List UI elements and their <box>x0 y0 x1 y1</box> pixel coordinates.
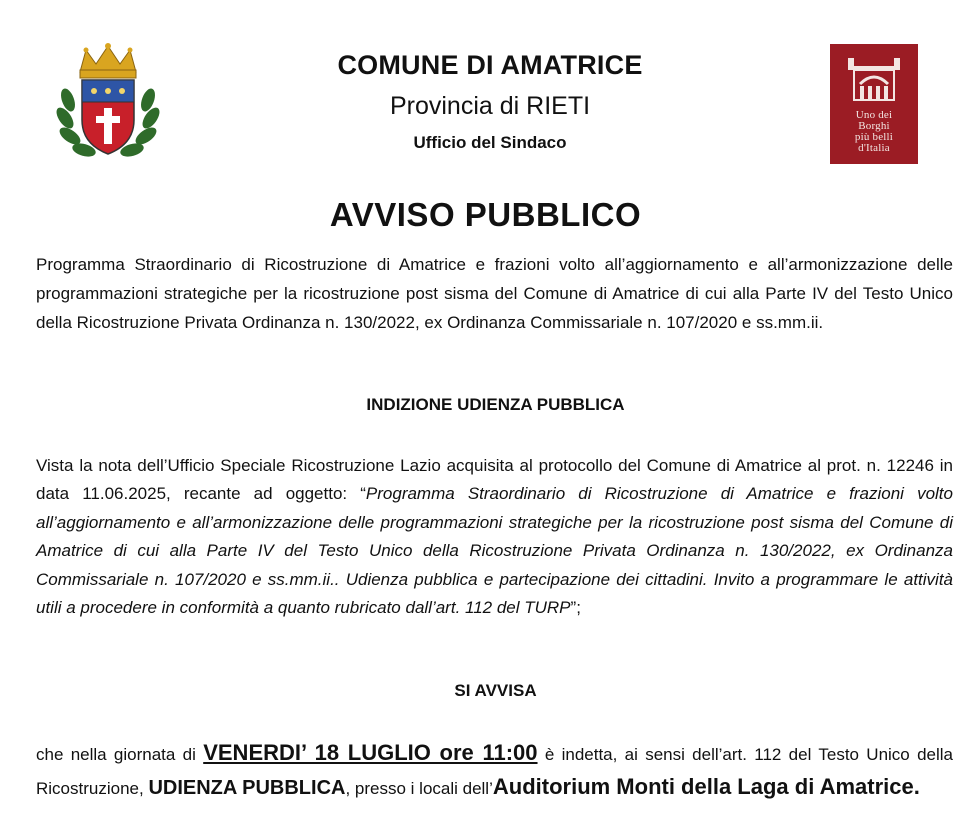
announce-date: VENERDI’ 18 LUGLIO ore 11:00 <box>203 740 538 765</box>
body-quote: Programma Straordinario di Ricostruzione di Amatrice e frazioni volto all’aggiornamento e all’armonizzazione delle programmazioni strategiche per la ricostruzione post sisma del Comune di Amatrice di cui alla Parte IV del Testo Unico della Ricostruzione Privata Ordinanza n. 130/2022, ex Ordinanza Commissariale n. 107/2020 e ss.mm.ii.. Udienza pubblica e partecipazione dei cittadini. Invito a programmare le attività utili a procedere in conformità a quanto rubricato dall’art. 112 del TURP <box>36 484 953 618</box>
announce-text-2: è indetta, ai sensi dell’art. 112 del Testo Unico della Ricostruzione, <box>36 745 953 798</box>
tower-icon <box>844 54 904 104</box>
municipality-name: COMUNE DI AMATRICE <box>337 50 643 80</box>
section-heading-indizione: INDIZIONE UDIENZA PUBBLICA <box>366 395 625 414</box>
announce-event: UDIENZA PUBBLICA <box>148 777 346 799</box>
borghi-logo-text <box>830 110 918 154</box>
borghi-line-2: Borghi <box>858 120 890 132</box>
announce-text-1: che nella giornata di <box>36 745 204 764</box>
announcement-paragraph <box>36 737 953 805</box>
province-name: Provincia di RIETI <box>389 92 591 120</box>
announce-place: Auditorium Monti della Laga di Amatrice. <box>492 774 920 799</box>
body-paragraph <box>36 452 953 622</box>
borghi-line-4: d'Italia <box>858 142 890 154</box>
notice-title: AVVISO PUBBLICO <box>329 196 642 233</box>
borghi-line-1: Uno dei <box>855 109 893 121</box>
borghi-line-3: più belli <box>854 131 894 143</box>
borghi-piu-belli-logo-icon <box>830 44 918 164</box>
body-suffix: ”; <box>570 598 581 618</box>
office-name: Ufficio del Sindaco <box>413 133 567 152</box>
section-heading-si-avvisa: SI AVVISA <box>454 681 537 700</box>
intro-paragraph: Programma Straordinario di Ricostruzione di Amatrice e frazioni volto all’aggiornamento e all’armonizzazione delle programmazioni strategiche per la ricostruzione post sisma del Comune di Amatrice di cui alla Parte IV del Testo Unico della Ricostruzione Privata Ordinanza n. 130/2022, ex Ordinanza Commissariale n. 107/2020 e ss.mm.ii. <box>36 255 953 332</box>
coat-of-arms-icon <box>52 40 164 162</box>
announce-text-3: , presso i locali dell’ <box>345 779 493 798</box>
body-prefix: Vista la nota dell’Ufficio Speciale Ricostruzione Lazio acquisita al protocollo del Comune di Amatrice al prot. n. 12246 in data 11.06.2025, recante ad oggetto: “ <box>36 456 953 504</box>
